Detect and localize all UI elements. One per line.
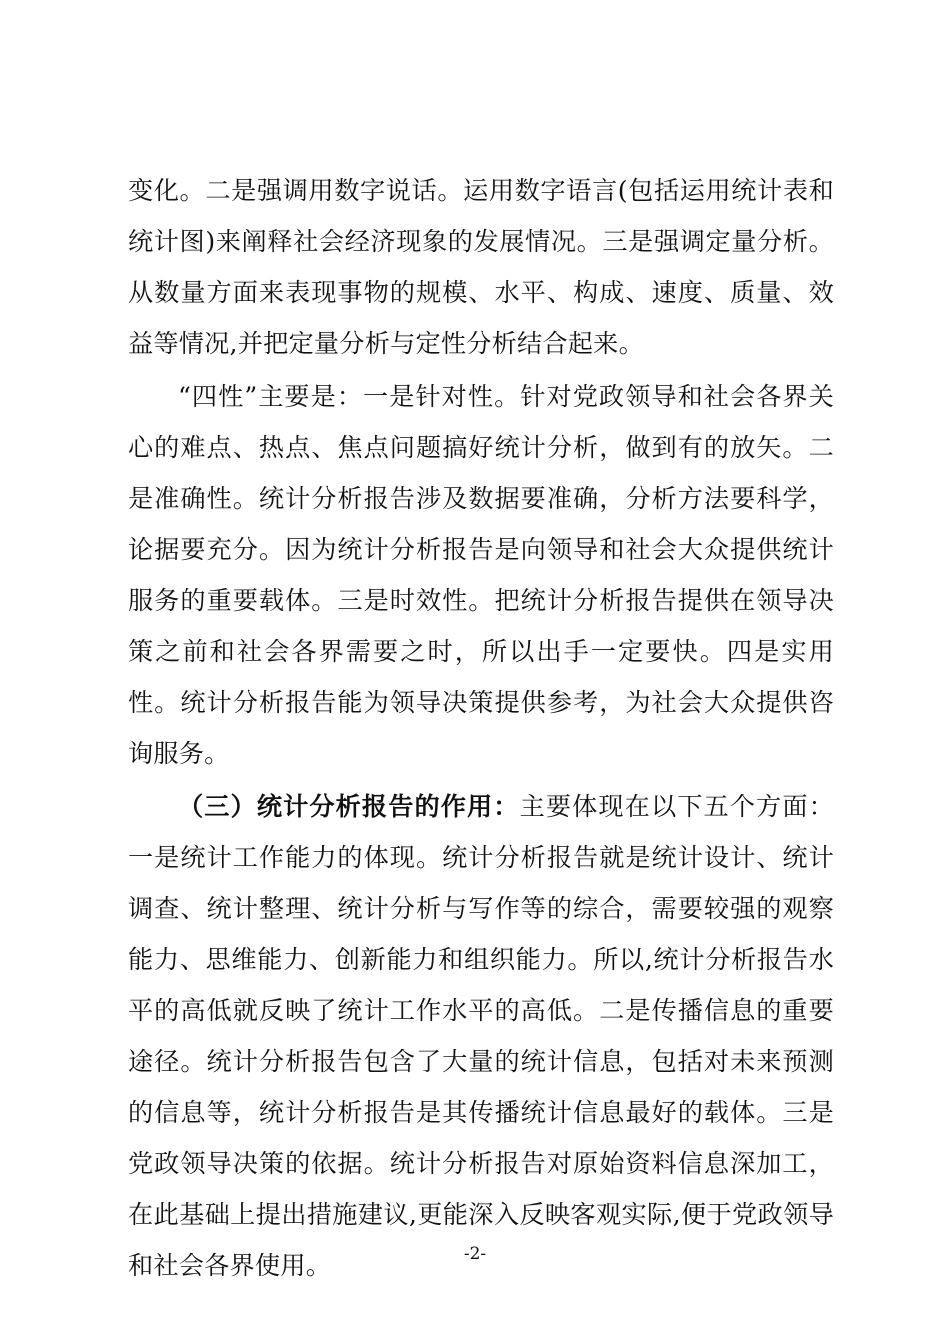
section-heading: （三）统计分析报告的作用：: [178, 791, 520, 821]
paragraph-text: 主要体现在以下五个方面：一是统计工作能力的体现。统计分析报告就是统计设计、统计调查、统计整理、统计分析与写作等的综合，需要较强的观察能力、思维能力、创新能力和组织能力。所以,统计分析报告水平的高低就反映了统计工作水平的高低。二是传播信息的重要途径。统计分析报告包含了大量的统计信息，包括对未来预测的信息等，统计分析报告是其传播统计信息最好的载体。三是党政领导决策的依据。统计分析报告对原始资料信息深加工，在此基础上提出措施建议,更能深入反映客观实际,便于党政领导和社会各界使用。: [128, 792, 834, 1280]
paragraph-four-characteristics: [128, 371, 834, 779]
body-text: [128, 165, 834, 1291]
paragraph-text: “四性”主要是：一是针对性。针对党政领导和社会各界关心的难点、热点、焦点问题搞好统计分析，做到有的放矢。二是准确性。统计分析报告涉及数据要准确，分析方法要科学，论据要充分。因为统计分析报告是向领导和社会大众提供统计服务的重要载体。三是时效性。把统计分析报告提供在领导决策之前和社会各界需要之时，所以出手一定要快。四是实用性。统计分析报告能为领导决策提供参考，为社会大众提供咨询服务。: [128, 382, 834, 768]
paragraph-text: 变化。二是强调用数字说话。运用数字语言(包括运用统计表和统计图)来阐释社会经济现象的发展情况。三是强调定量分析。从数量方面来表现事物的规模、水平、构成、速度、质量、效益等情况,并把定量分析与定性分析结合起来。: [128, 176, 834, 358]
paragraph-report-role: [128, 781, 834, 1291]
paragraph-continuation: [128, 165, 834, 369]
page-number: -2-: [463, 1244, 487, 1264]
